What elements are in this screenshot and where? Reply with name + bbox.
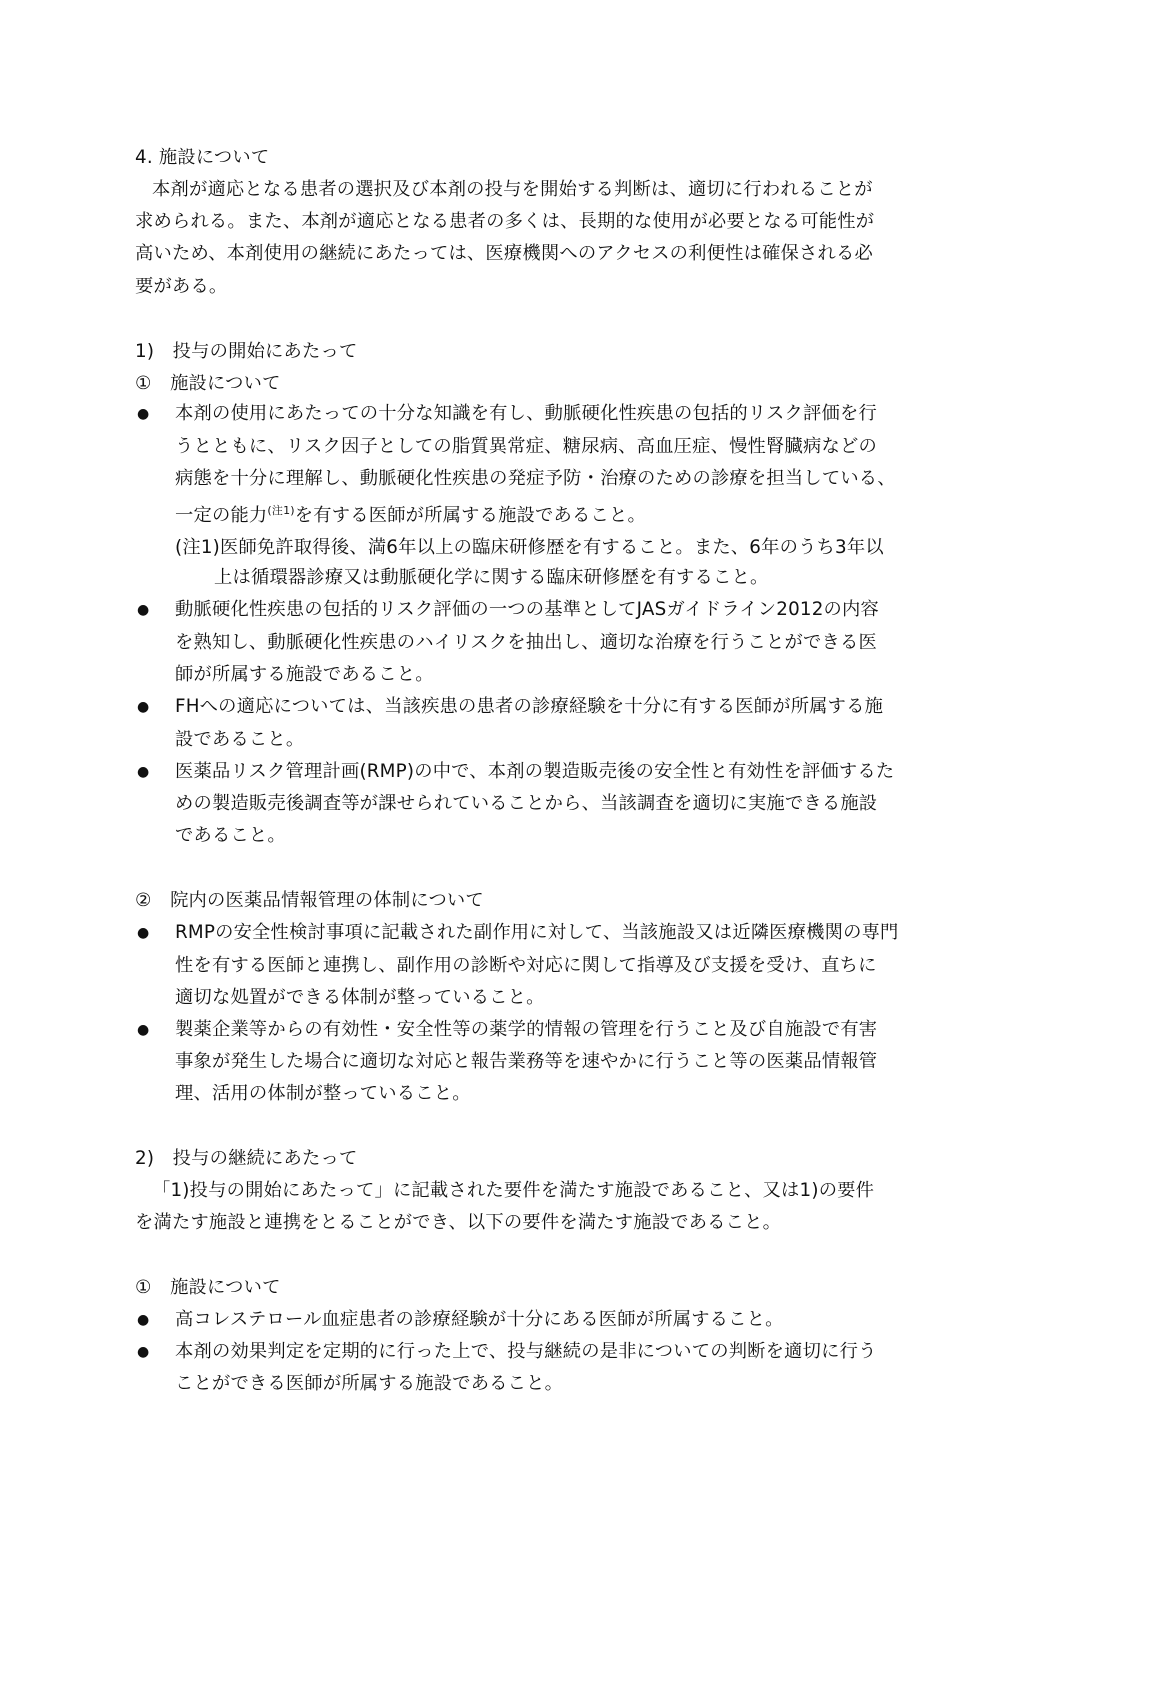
subsection-heading: 1) 投与の開始にあたって [135,341,358,362]
intro-line: 要がある。 [135,276,228,297]
note-line: 上は循環器診療又は動脈硬化学に関する臨床研修歴を有すること。 [214,567,769,588]
bullet-icon: ● [137,699,150,715]
subsection-heading: 2) 投与の継続にあたって [135,1148,358,1169]
item-heading: ① 施設について [135,373,281,394]
bullet-line: RMPの安全性検討事項に記載された副作用に対して、当該施設又は近隣医療機関の専門 [175,922,899,943]
bullet-line: ことができる医師が所属する施設であること。 [175,1373,564,1394]
bullet-icon: ● [137,1022,150,1038]
bullet-icon: ● [137,1344,150,1360]
intro-line: を満たす施設と連携をとることができ、以下の要件を満たす施設であること。 [135,1212,782,1233]
bullet-line: 病態を十分に理解し、動脈硬化性疾患の発症予防・治療のための診療を担当している、 [175,468,896,489]
bullet-line: 理、活用の体制が整っていること。 [175,1083,471,1104]
bullet-line: 本剤の効果判定を定期的に行った上で、投与継続の是非についての判断を適切に行う [175,1341,877,1362]
bullet-line: 事象が発生した場合に適切な対応と報告業務等を速やかに行うこと等の医薬品情報管 [175,1051,878,1072]
bullet-icon: ● [137,602,150,618]
section-heading: 4. 施設について [135,147,270,168]
intro-line: 高いため、本剤使用の継続にあたっては、医療機関へのアクセスの利便性は確保される必 [135,243,873,264]
bullet-line: 適切な処置ができる体制が整っていること。 [175,987,545,1008]
bullet-line: 本剤の使用にあたっての十分な知識を有し、動脈硬化性疾患の包括的リスク評価を行 [175,403,877,424]
item-heading: ② 院内の医薬品情報管理の体制について [135,890,484,911]
text: を有する医師が所属する施設であること。 [294,505,646,527]
intro-line: 本剤が適応となる患者の選択及び本剤の投与を開始する判断は、適切に行われることが [152,179,873,200]
bullet-line: 製薬企業等からの有効性・安全性等の薬学的情報の管理を行うこと及び自施設で有害 [175,1019,878,1040]
bullet-line: 設であること。 [175,729,305,750]
bullet-line: 性を有する医師と連携し、副作用の診断や対応に関して指導及び支援を受け、直ちに [175,955,877,976]
note-line: (注1)医師免許取得後、満6年以上の臨床研修歴を有すること。また、6年のうち3年以 [175,537,884,558]
intro-line: 求められる。また、本剤が適応となる患者の多くは、長期的な使用が必要となる可能性が [135,211,875,232]
bullet-icon: ● [137,406,150,422]
bullet-line: 医薬品リスク管理計画(RMP)の中で、本剤の製造販売後の安全性と有効性を評価するた [175,761,895,782]
bullet-line: であること。 [175,825,286,846]
bullet-icon: ● [137,764,150,780]
bullet-line: めの製造販売後調査等が課せられていることから、当該調査を適切に実施できる施設 [175,793,878,814]
bullet-line: 動脈硬化性疾患の包括的リスク評価の一つの基準としてJASガイドライン2012の内容 [175,599,880,620]
text: 一定の能力 [175,505,268,527]
footnote-ref: (注1) [267,504,295,517]
bullet-icon: ● [137,925,150,941]
bullet-line: 師が所属する施設であること。 [175,664,434,685]
bullet-line: 高コレステロール血症患者の診療経験が十分にある医師が所属すること。 [175,1309,784,1330]
bullet-line: を熟知し、動脈硬化性疾患のハイリスクを抽出し、適切な治療を行うことができる医 [175,632,877,653]
bullet-line: FHへの適応については、当該疾患の患者の診療経験を十分に有する医師が所属する施 [175,696,884,717]
item-heading: ① 施設について [135,1277,281,1298]
bullet-line [175,499,646,528]
intro-line: 「1)投与の開始にあたって」に記載された要件を満たす施設であること、又は1)の要件 [152,1180,875,1201]
bullet-line: うとともに、リスク因子としての脂質異常症、糖尿病、高血圧症、慢性腎臓病などの [175,436,877,457]
bullet-icon: ● [137,1312,150,1328]
